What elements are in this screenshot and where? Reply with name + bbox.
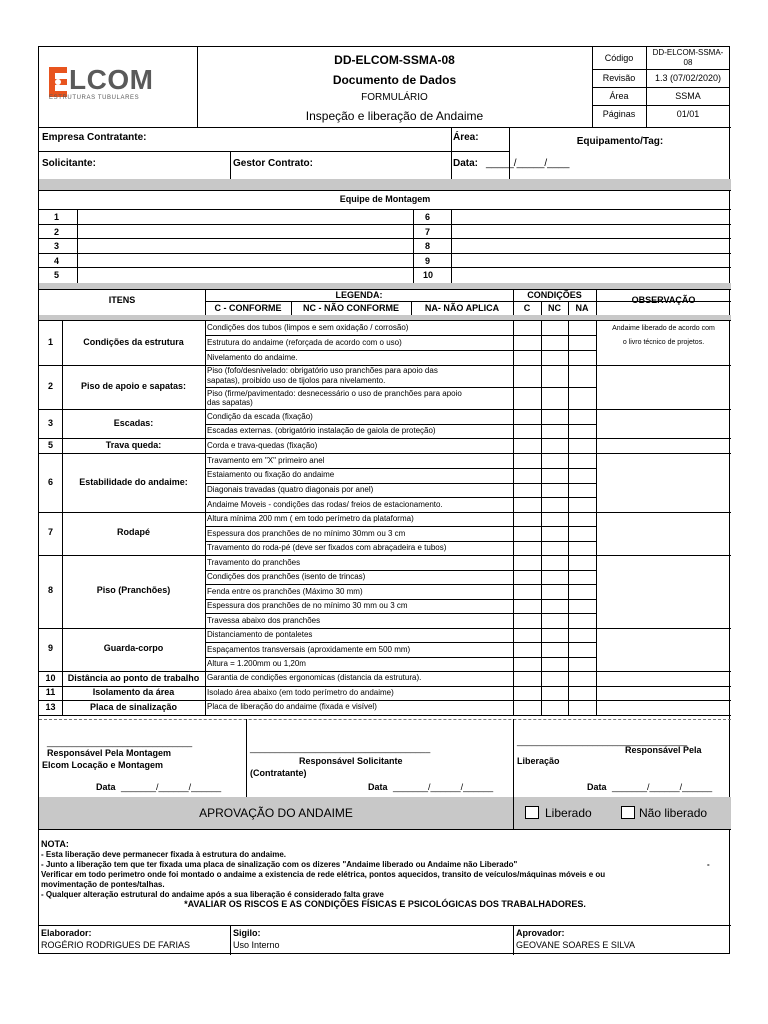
solicitante-field[interactable]: Solicitante: [42,158,96,169]
solicitante-signature-title: Responsável Solicitante [299,756,403,766]
item-number: 6 [47,477,53,487]
liberado-checkbox[interactable] [525,806,539,819]
check-item: Travamento em "X" primeiro anel [207,456,325,465]
item-name: Escadas: [113,418,154,428]
observacao-header: OBSERVAÇÃO [631,295,696,305]
check-item: Espaçamentos transversais (aproxidamente em 500 mm) [207,645,411,654]
legend-conforme: C - CONFORME [214,303,282,313]
sigilo-label: Sigilo: [233,928,261,938]
logo-subtitle: ESTRUTURAS TUBULARES [49,95,140,101]
notes-title: NOTA: [41,839,69,849]
check-item: Fenda entre os pranchões (Máximo 30 mm) [207,587,363,596]
montagem-signature-line[interactable]: _____________________________ [47,737,193,747]
item-name: Isolamento da área [92,687,175,697]
note-line: - Junto a liberação tem que ter fixada uma placa de sinalização com os dizeres "Andaime liberado ou Andaime não Liberado" [41,860,518,869]
item-number: 9 [47,643,53,653]
nao-liberado-label: Não liberado [639,806,708,820]
inspection-form [38,46,730,954]
data-field[interactable]: Data: [453,158,479,169]
note-line: - Qualquer alteração estrutural do andaime após a sua liberação é considerado falta grave [41,890,384,899]
item-number: 2 [47,381,53,391]
check-item: Travamento do pranchões [207,558,301,567]
liberacao-date-label: Data [587,782,607,792]
item-name: Guarda-corpo [103,643,164,653]
observation-line-1: Andaime liberado de acordo com [612,325,715,332]
meta-value-paginas: 01/01 [676,109,700,119]
note-line: Verificar em todo perimetro onde foi montado o andaime a existencia de rede elétrica, pontos aquecidos, transito de veículos/máquinas móveis e ou [41,870,606,879]
aprovador-label: Aprovador: [516,928,565,938]
item-number: 3 [47,418,53,428]
logo [47,65,171,105]
montagem-signature-sub: Elcom Locação e Montagem [42,760,164,770]
item-name: Trava queda: [105,440,162,450]
check-item: Altura = 1.200mm ou 1,20m [207,659,306,668]
item-number: 8 [47,585,53,595]
check-item: Condições dos tubos (limpos e sem oxidação / corrosão) [207,323,409,332]
team-slot-10[interactable]: 10 [423,270,434,280]
nao-liberado-checkbox[interactable] [621,806,635,819]
meta-value-revisao: 1.3 (07/02/2020) [654,73,722,83]
team-slot-8[interactable]: 8 [425,241,431,251]
note-dash: - [707,860,710,869]
approval-title: APROVAÇÃO DO ANDAIME [199,806,353,820]
meta-value-codigo [646,48,730,68]
observation-line-2: o livro técnico de projetos. [622,339,705,346]
item-name: Estabilidade do andaime: [79,477,188,487]
team-slot-1[interactable]: 1 [54,212,60,222]
check-item: Corda e trava-quedas (fixação) [207,441,318,450]
item-number: 5 [47,440,53,450]
team-slot-6[interactable]: 6 [425,212,431,222]
logo-text: LCOM [69,64,154,95]
check-item: Estrutura do andaime (reforçada de acordo com o uso) [207,338,402,347]
doc-code: DD-ELCOM-SSMA-08 [334,53,455,67]
itens-header: ITENS [108,295,136,305]
empresa-field[interactable]: Empresa Contratante: [42,132,147,143]
check-item: Piso (firme/pavimentado: desnecessário o uso de pranchões para apoio [207,389,462,398]
aprovador-value: GEOVANE SOARES E SILVA [516,940,636,950]
note-line: - Esta liberação deve permanecer fixada à estrutura do andaime. [41,850,286,859]
check-item: Andaime Moveis - condições das rodas/ freios de estacionamento. [207,500,443,509]
check-item: Condições dos pranchões (isento de trincas) [207,572,366,581]
meta-label-revisao: Revisão [602,73,636,83]
condicoes-header: CONDIÇÕES [527,290,582,300]
team-slot-7[interactable]: 7 [425,227,431,237]
solicitante-date-label: Data [368,782,388,792]
doc-type: Documento de Dados [332,73,457,87]
check-item: Escadas externas. (obrigatório instalação de gaiola de proteção) [207,426,436,435]
area-field[interactable]: Área: [453,132,479,143]
solicitante-signature-sub: (Contratante) [250,768,307,778]
check-item: Travessa abaixo dos pranchões [207,616,321,625]
sigilo-value: Uso Interno [233,940,280,950]
team-title: Equipe de Montagem [339,194,431,204]
item-name: Rodapé [116,527,150,537]
meta-value-codigo-text: DD-ELCOM-SSMA-08 [652,48,724,67]
page-title: Inspeção e liberação de Andaime [305,109,484,123]
logo-mark-icon [47,65,69,99]
liberacao-signature-sub: Liberação [517,756,560,766]
condition-c-header: C [523,303,531,313]
check-item: Distanciamento de pontaletes [207,630,313,639]
meta-label-paginas: Páginas [602,109,636,119]
check-item: Nivelamento do andaime. [207,353,298,362]
item-number: 1 [47,337,53,347]
check-item: sapatas), proibido uso de tijolos para nivelamento. [207,376,386,385]
check-item: Estaiamento ou fixação do andaime [207,470,335,479]
note-line: movimentação de pontes/talhas. [41,880,165,889]
solicitante-date-blank[interactable]: _______/______/______ [393,782,494,792]
item-name: Condições da estrutura [83,337,184,347]
equipamento-field[interactable]: Equipamento/Tag: [576,136,664,147]
meta-value-area: SSMA [675,91,701,101]
condition-nc-header: NC [548,303,561,313]
check-item: Espessura dos pranchões de no mínimo 30mm ou 3 cm [207,529,406,538]
section-divider [39,179,731,190]
item-number: 11 [45,687,56,697]
liberado-label: Liberado [545,806,592,820]
montagem-date-blank[interactable]: _______/______/______ [121,782,222,792]
solicitante-signature-line[interactable]: ____________________________________ [250,743,431,753]
elaborador-label: Elaborador: [41,928,92,938]
doc-category: FORMULÁRIO [361,92,428,103]
gestor-field[interactable]: Gestor Contrato: [233,158,313,169]
montagem-date-label: Data [96,782,116,792]
team-slot-5[interactable]: 5 [54,270,60,280]
team-slot-2[interactable]: 2 [54,227,60,237]
legenda-header: LEGENDA: [335,290,383,300]
check-item: Espessura dos pranchões de no mínimo 30 mm ou 3 cm [207,601,408,610]
item-number: 13 [45,702,56,712]
item-number: 7 [47,527,53,537]
liberacao-date-blank[interactable]: _______/______/______ [612,782,713,792]
liberacao-signature-line[interactable]: __________________________________ [517,736,688,746]
meta-label-area: Área [609,91,629,101]
condition-na-header: NA [575,303,589,313]
check-item: Diagonais travadas (quatro diagonais por anel) [207,485,374,494]
liberacao-signature-title: Responsável Pela [625,745,702,755]
team-slot-3[interactable]: 3 [54,241,60,251]
legend-nao-aplica: NA- NÃO APLICA [424,303,500,313]
item-name: Piso de apoio e sapatas: [80,381,187,391]
item-number: 10 [45,673,56,683]
check-item: Travamento do roda-pé (deve ser fixados com abraçadeira e tubos) [207,543,447,552]
team-slot-4[interactable]: 4 [54,256,60,266]
montagem-signature-title: Responsável Pela Montagem [47,748,172,758]
data-field-blank[interactable]: _____/_____/____ [486,158,570,169]
check-item: Piso (fofo/desnivelado: obrigatório uso pranchões para apoio das [207,366,438,375]
item-name: Placa de sinalização [89,702,178,712]
elaborador-value: ROGÉRIO RODRIGUES DE FARIAS [41,940,191,950]
check-item: Garantia de condições ergonomicas (distancia da estrutura). [207,673,422,682]
item-name: Piso (Pranchões) [96,585,171,595]
check-item: Altura mínima 200 mm ( em todo perímetro da plataforma) [207,514,414,523]
check-item: Condição da escada (fixação) [207,412,313,421]
check-item: das sapatas) [207,398,253,407]
notes-emphasis: *AVALIAR OS RISCOS E AS CONDIÇÕES FÍSICAS E PSICOLÓGICAS DOS TRABALHADORES. [184,899,586,909]
check-item: Placa de liberação do andaime (fixada e visível) [207,702,377,711]
item-name: Distância ao ponto de trabalho [67,673,200,683]
team-slot-9[interactable]: 9 [425,256,431,266]
meta-label-codigo: Código [604,53,634,63]
check-item: Isolado área abaixo (em todo perímetro do andaime) [207,688,394,697]
legend-nao-conforme: NC - NÃO CONFORME [303,303,399,313]
